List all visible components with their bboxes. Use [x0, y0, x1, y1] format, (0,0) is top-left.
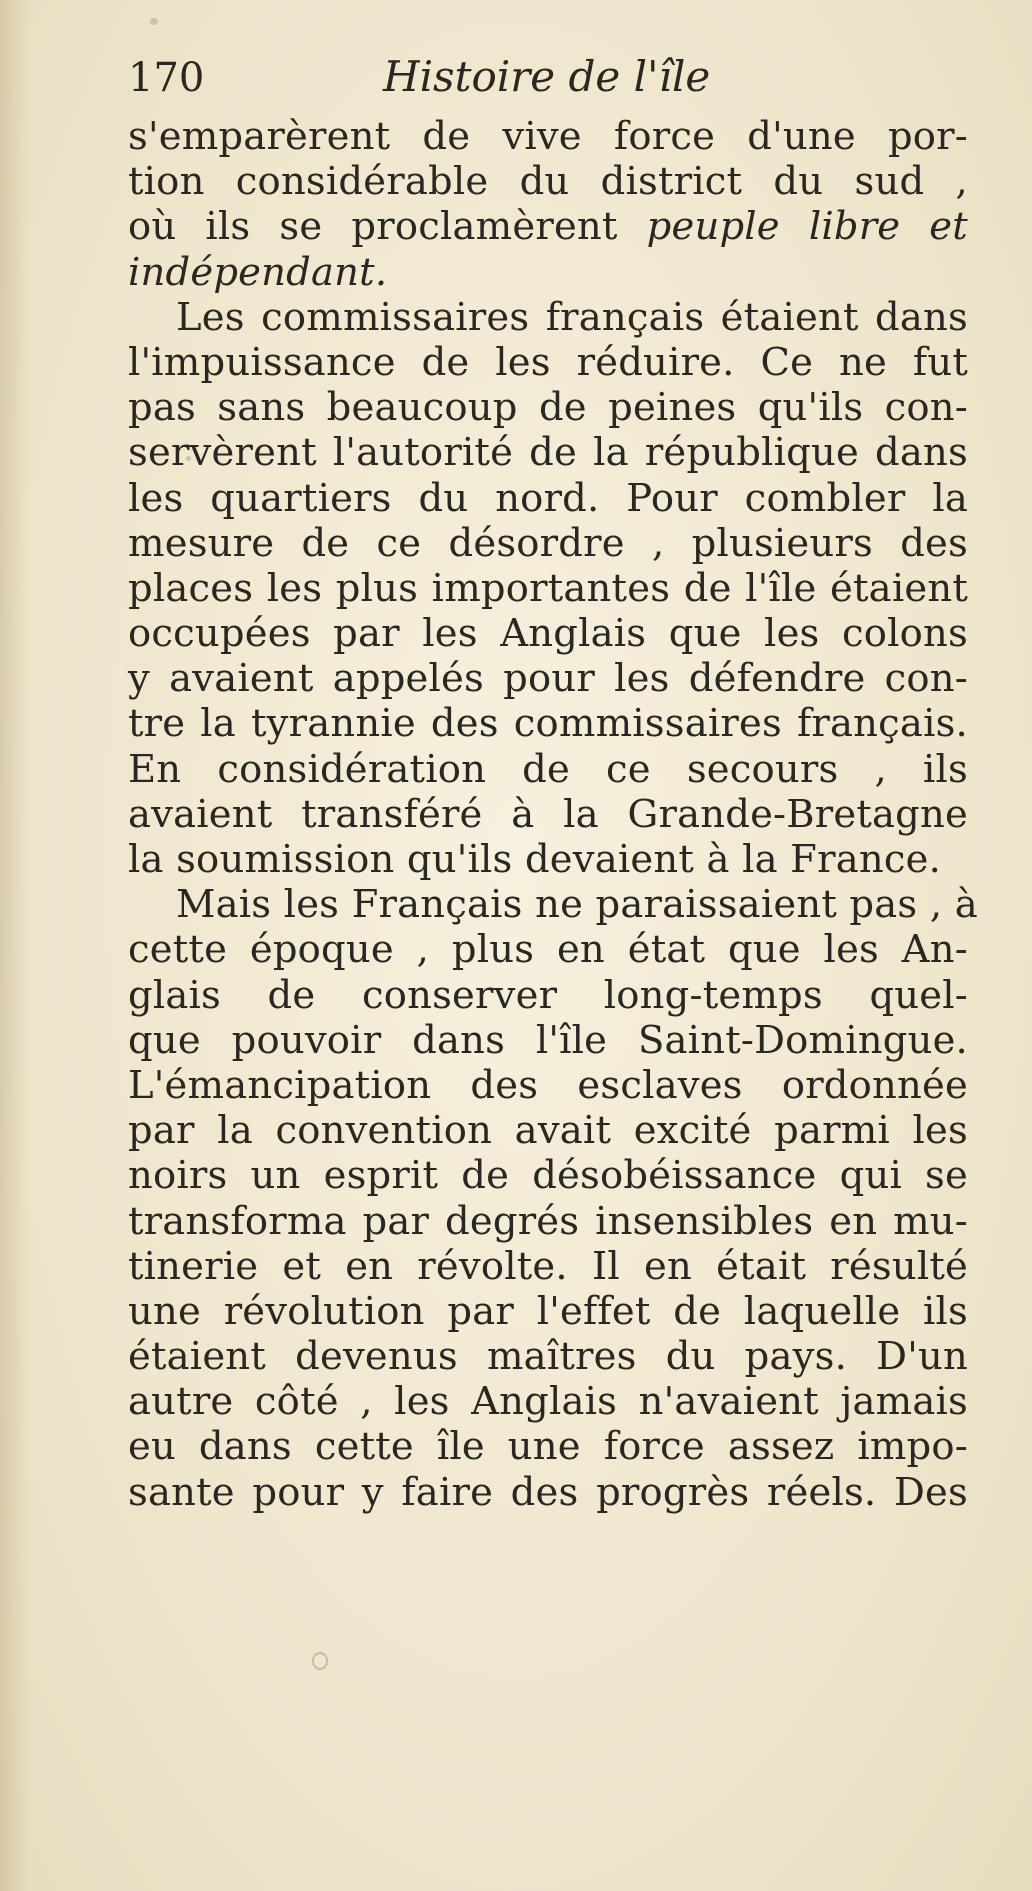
page-edge-shadow [0, 0, 30, 1891]
text-line: étaient devenus maîtres du pays. D'un [128, 1334, 968, 1380]
text-segment: où ils se proclamèrent [128, 204, 618, 250]
paper-speck [150, 18, 158, 25]
text-line: autre côté , les Anglais n'avaient jamais [128, 1379, 968, 1425]
text-line: places les plus importantes de l'île étaient [128, 565, 968, 611]
text-line: glais de conserver long-temps quel- [128, 972, 968, 1018]
text-line: transforma par degrés insensibles en mu- [128, 1198, 968, 1244]
text-line: tion considérable du district du sud , [128, 159, 968, 205]
running-title: Histoire de l'île [383, 52, 711, 101]
text-line: En considération de ce secours , ils [128, 746, 968, 792]
text-line: eu dans cette île une force assez impo- [128, 1424, 968, 1470]
text-line: y avaient appelés pour les défendre con- [128, 656, 968, 702]
text-line: la soumission qu'ils devaient à la France. [128, 837, 942, 882]
paragraph-start-line: Les commissaires français étaient dans [176, 294, 968, 340]
text-line: noirs un esprit de désobéissance qui se [128, 1153, 968, 1199]
text-line: avaient transféré à la Grande-Bretagne [128, 791, 968, 837]
text-line: par la convention avait excité parmi les [128, 1108, 968, 1154]
paragraph-start-line: Mais les Français ne paraissaient pas , à [176, 882, 978, 928]
text-line: cette époque , plus en état que les An- [128, 927, 968, 973]
text-line [128, 250, 968, 295]
text-line: L'émancipation des esclaves ordonnée [128, 1062, 968, 1108]
page-number: 170 [128, 55, 205, 101]
text-line: servèrent l'autorité de la république dans [128, 430, 968, 476]
text-line: pas sans beaucoup de peines qu'ils con- [128, 385, 968, 431]
body-text [128, 114, 978, 1515]
text-line: que pouvoir dans l'île Saint-Domingue. [128, 1017, 968, 1063]
text-line: tinerie et en révolte. Il en était résulté [128, 1243, 968, 1289]
text-line: tre la tyrannie des commissaires français. [128, 701, 968, 747]
italic-phrase: indépendant. [128, 249, 388, 295]
text-line: l'impuissance de les réduire. Ce ne fut [128, 339, 968, 385]
paper-blemish [312, 1652, 328, 1670]
italic-phrase: peuple libre et [646, 204, 968, 250]
text-line [128, 204, 968, 249]
text-line: s'emparèrent de vive force d'une por- [128, 114, 968, 159]
text-line: occupées par les Anglais que les colons [128, 611, 968, 657]
text-line: une révolution par l'effet de laquelle ils [128, 1288, 968, 1334]
text-line: sante pour y faire des progrès réels. Des [128, 1469, 968, 1515]
text-line: les quartiers du nord. Pour combler la [128, 475, 968, 521]
page-header [128, 50, 968, 110]
text-line: mesure de ce désordre , plusieurs des [128, 520, 968, 566]
